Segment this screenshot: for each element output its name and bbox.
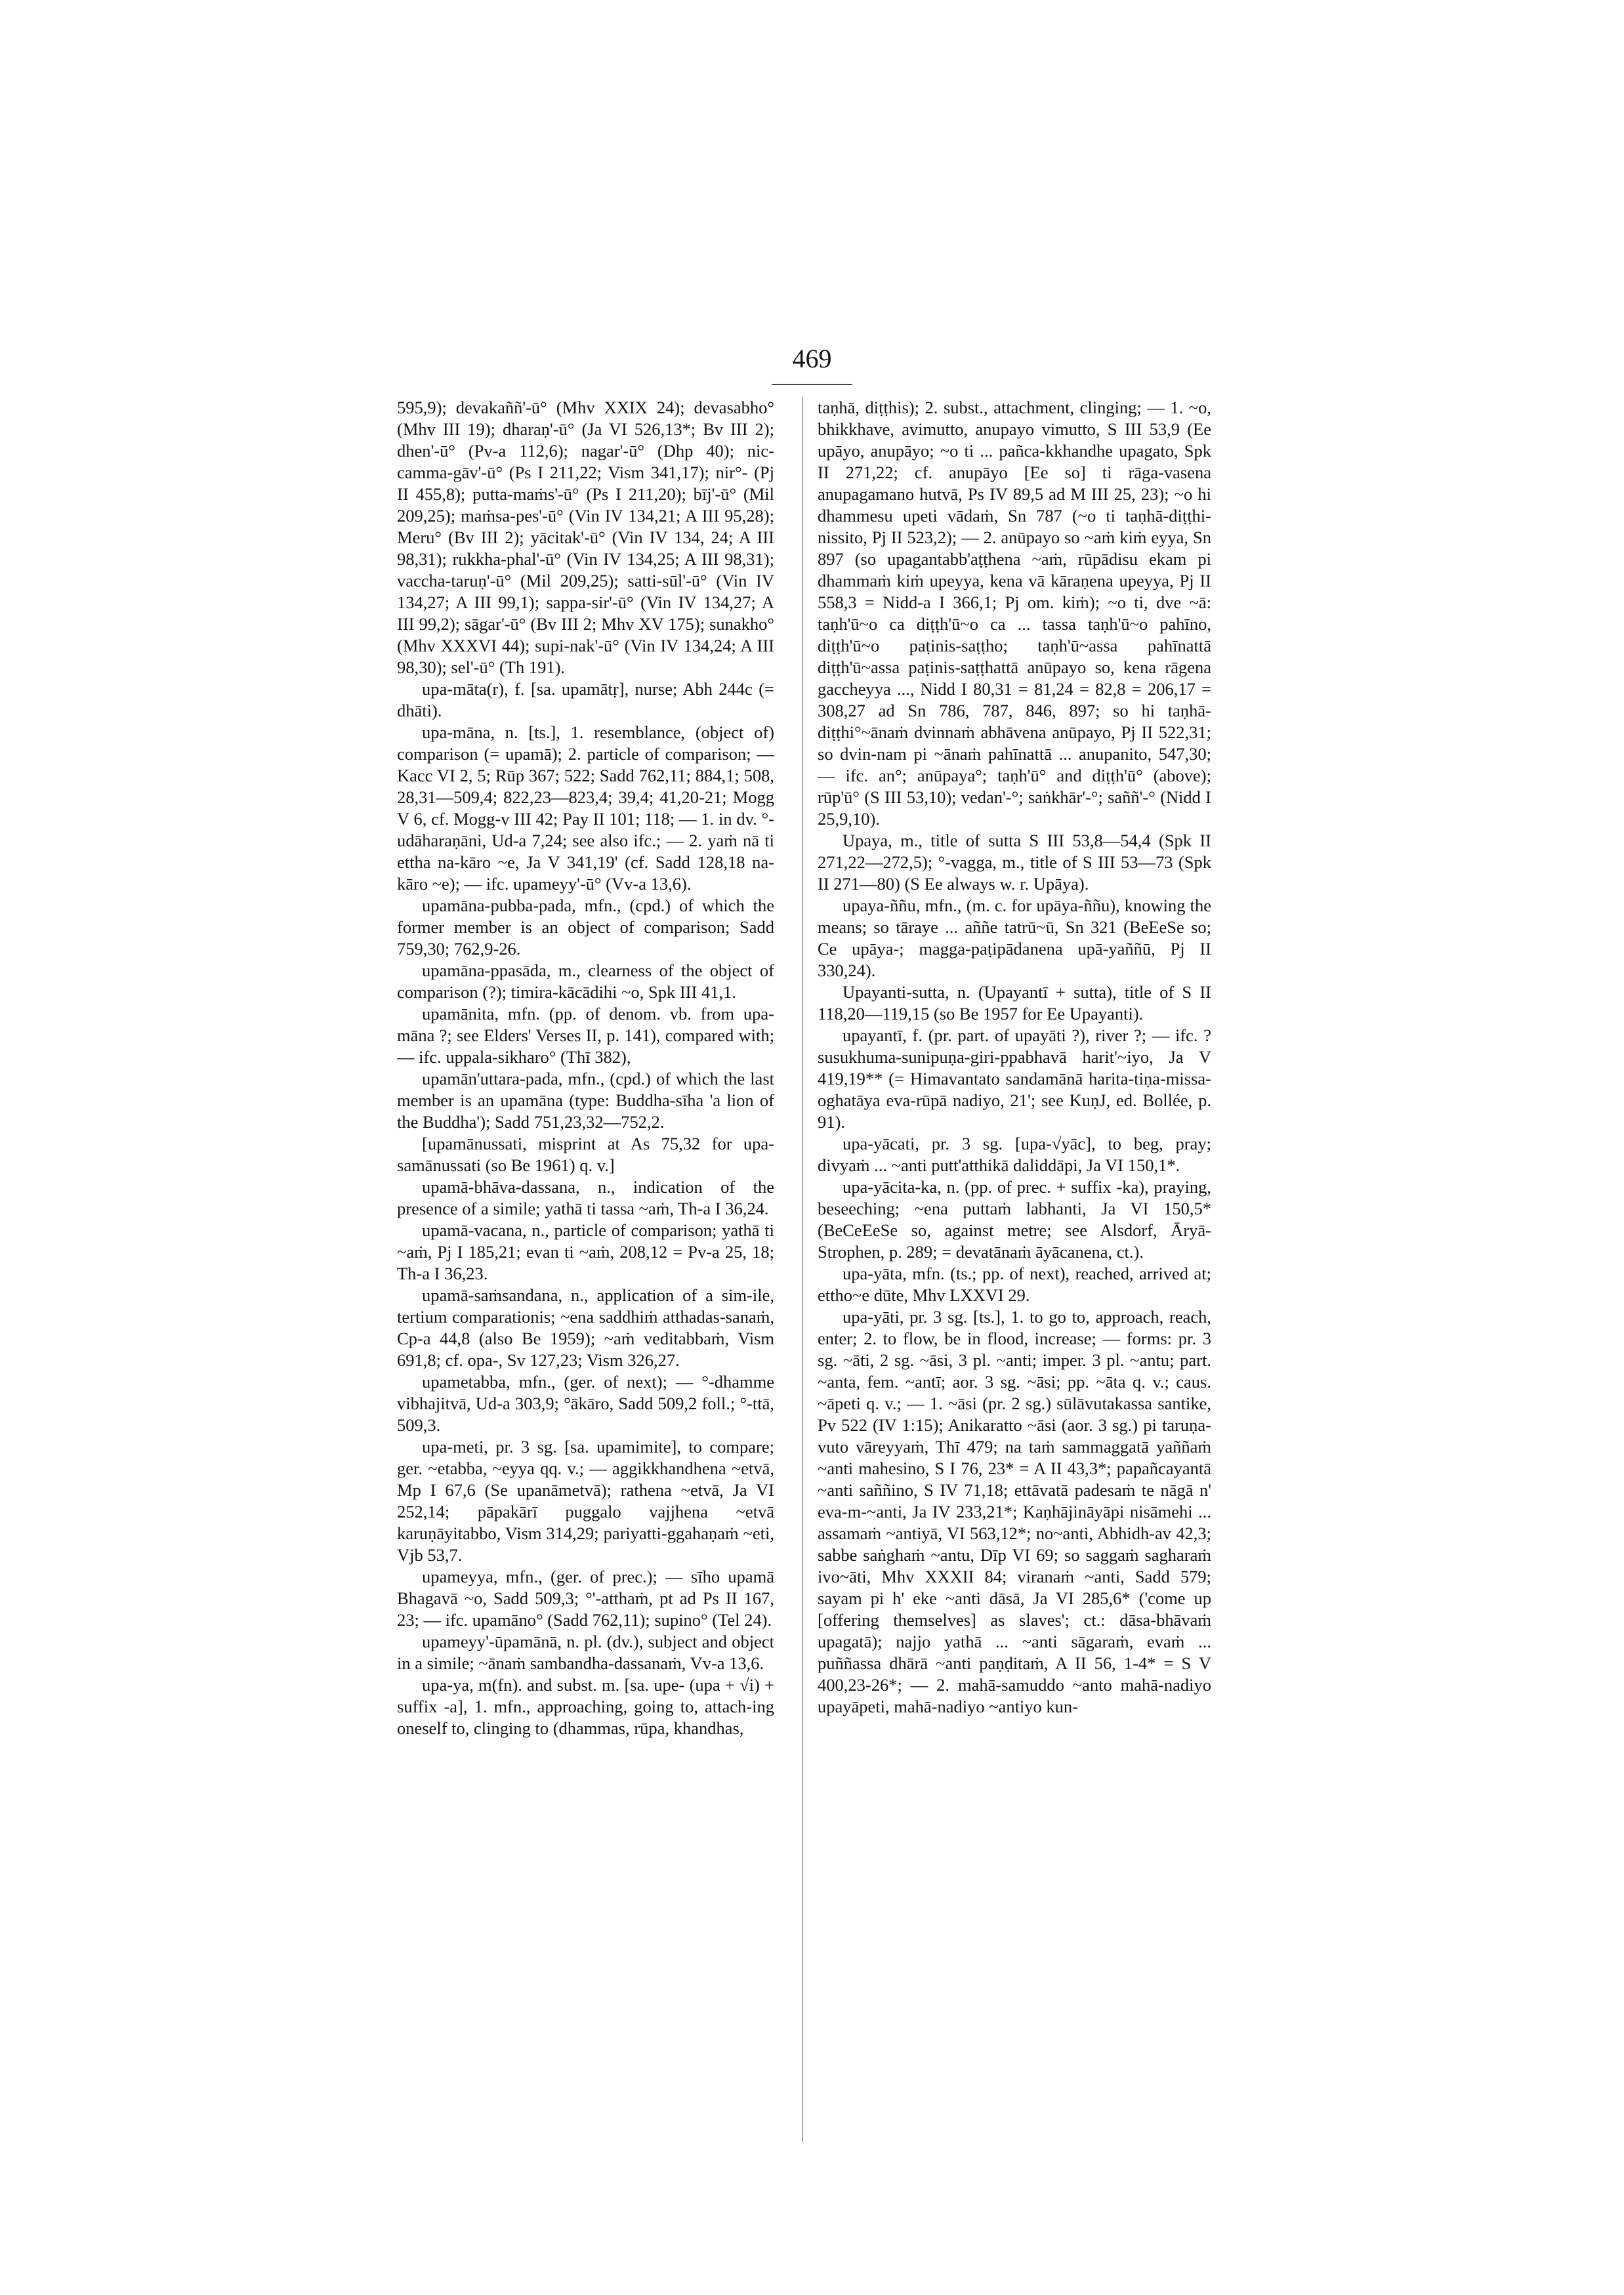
- entry-upamanuttara-pada: upamān'uttara-pada, mfn., (cpd.) of which the last member is an upamāna (type: Buddha-sīha 'a lion of the Buddha'); Sadd 751,23,32—752,2.: [397, 1069, 774, 1132]
- left-column: [397, 397, 774, 2142]
- entry-upameyya: upameyya, mfn., (ger. of prec.); — sīho upamā Bhagavā ~o, Sadd 509,3; °'-atthaṁ, pt ad Ps II 167, 23; — ifc. upamāno° (Sadd 762,11); supino° (Tel 24).: [397, 1567, 774, 1630]
- page-number: 469: [755, 339, 869, 381]
- entry-upama-bhava-dassana: upamā-bhāva-dassana, n., indication of the presence of a simile; yathā ti tassa ~aṁ, Th-a I 36,24.: [397, 1177, 774, 1218]
- entry-upa-mata: upa-māta(r), f. [sa. upamātṛ], nurse; Abh 244c (= dhāti).: [397, 679, 774, 720]
- entry-upa-yata: upa-yāta, mfn. (ts.; pp. of next), reached, arrived at; ettho~e dūte, Mhv LXXVI 29.: [818, 1264, 1211, 1305]
- entry-upameyy-upamana: upameyy'-ūpamānā, n. pl. (dv.), subject and object in a simile; ~ānaṁ sambandha-dassanaṁ, Vv-a 13,6.: [397, 1632, 774, 1673]
- entry-upamanussati: [upamānussati, misprint at As 75,32 for upa-samānussati (so Be 1961) q. v.]: [397, 1134, 774, 1175]
- entry-upa-meti: upa-meti, pr. 3 sg. [sa. upamimite], to compare; ger. ~etabba, ~eyya qq. v.; — aggikkhandhena ~etvā, Mp I 67,6 (Se upanāmetvā); rathena ~etvā, Ja VI 252,14; pāpakārī puggalo vajjhena ~etvā karuṇāyitabbo, Vism 314,29; pariyatti-ggahaṇaṁ ~eti, Vjb 53,7.: [397, 1437, 774, 1565]
- entry-upamana-pubba-pada: upamāna-pubba-pada, mfn., (cpd.) of which the former member is an object of comparison; Sadd 759,30; 762,9-26.: [397, 896, 774, 959]
- entry-upa-yacita-ka: upa-yācita-ka, n. (pp. of prec. + suffix -ka), praying, beseeching; ~ena puttaṁ labhanti, Ja VI 150,5* (BeCeEeSe so, against metre; see Alsdorf, Āryā-Strophen, p. 289; = devatānaṁ āyācanena, ct.).: [818, 1177, 1211, 1262]
- right-column: [802, 397, 1211, 2142]
- entry-upa-mana: upa-māna, n. [ts.], 1. resemblance, (object of) comparison (= upamā); 2. particle of comparison; — Kacc VI 2, 5; Rūp 367; 522; Sadd 762,11; 884,1; 508, 28,31—509,4; 822,23—823,4; 39,4; 41,20-21; Mogg V 6, cf. Mogg-v III 42; Pay II 101; 118; — 1. in dv. °-udāharaṇāni, Ud-a 7,24; see also ifc.; — 2. yaṁ nā ti ettha na-kāro ~e, Ja V 341,19' (cf. Sadd 128,18 na-kāro ~e); — ifc. upameyy'-ū° (Vv-a 13,6).: [397, 722, 774, 894]
- entry-upametabba: upametabba, mfn., (ger. of next); — °-dhamme vibhajitvā, Ud-a 303,9; °ākāro, Sadd 509,2 foll.; °-ttā, 509,3.: [397, 1372, 774, 1435]
- entry-upamana-ppasada: upamāna-ppasāda, m., clearness of the object of comparison (?); timira-kācādihi ~o, Spk III 41,1.: [397, 961, 774, 1002]
- entry-upa-ya-continuation: taṇhā, diṭṭhis); 2. subst., attachment, clinging; — 1. ~o, bhikkhave, avimutto, anupayo vimutto, S III 53,9 (Ee upāyo, anupāyo; ~o ti ... pañca-kkhandhe upagato, Spk II 271,22; cf. anupāyo [Ee so] ti rāga-vasena anupagamano hutvā, Ps IV 89,5 ad M III 25, 23); ~o hi dhammesu upeti vādaṁ, Sn 787 (~o ti taṇhā-diṭṭhi-nissito, Pj II 523,2); — 2. anūpayo so ~aṁ kiṁ eyya, Sn 897 (so upagantabb'aṭṭhena ~aṁ, rūpādisu ekam pi dhammaṁ kiṁ upeyya, kena vā kāraṇena upeyya, Pj II 558,3 = Nidd-a I 366,1; Pj om. kiṁ); ~o ti, dve ~ā: taṇh'ū~o ca diṭṭh'ū~o ca ... tassa taṇh'ū~o pahīno, diṭṭh'ū~o paṭinis-saṭṭho; taṇh'ū~assa pahīnattā diṭṭh'ū~assa paṭinis-saṭṭhattā anūpayo so, kena rāgena gaccheyya ..., Nidd I 80,31 = 81,24 = 82,8 = 206,17 = 308,27 ad Sn 786, 787, 846, 897; so hi taṇhā-diṭṭhi°~ānaṁ dvinnaṁ abhāvena anūpayo, Pj II 522,31; so dvin-nam pi ~ānaṁ pahīnattā ... anupanito, 547,30; — ifc. an°; anūpaya°; taṇh'ū° and diṭṭh'ū° (above); rūp'ū° (S III 53,10); vedan'-°; saṅkhār'-°; saññ'-° (Nidd I 25,9,10).: [818, 398, 1211, 829]
- entry-upa-yacati: upa-yācati, pr. 3 sg. [upa-√yāc], to beg, pray; divyaṁ ... ~anti putt'atthikā daliddāpi, Ja VI 150,1*.: [818, 1134, 1211, 1175]
- entry-upamanita: upamānita, mfn. (pp. of denom. vb. from upa-māna ?; see Elders' Verses II, p. 141), compared with; — ifc. uppala-sikharo° (Thī 382),: [397, 1004, 774, 1067]
- entry-upa-ya: upa-ya, m(fn). and subst. m. [sa. upe- (upa + √i) + suffix -a], 1. mfn., approaching, going to, attach-ing oneself to, clinging to (dhammas, rūpa, khandhas,: [397, 1675, 774, 1738]
- entry-upayanti-sutta: Upayanti-sutta, n. (Upayantī + sutta), title of S II 118,20—119,15 (so Be 1957 for Ee Upayanti).: [818, 982, 1211, 1023]
- entry-upama-samsandana: upamā-saṁsandana, n., application of a sim-ile, tertium comparationis; ~ena saddhiṁ atthadas-sanaṁ, Cp-a 44,8 (also Be 1959); ~aṁ veditabbaṁ, Vism 691,8; cf. opa-, Sv 127,23; Vism 326,27.: [397, 1285, 774, 1370]
- entry-upama-vacana: upamā-vacana, n., particle of comparison; yathā ti ~aṁ, Pj I 185,21; evan ti ~aṁ, 208,12 = Pv-a 25, 18; Th-a I 36,23.: [397, 1220, 774, 1283]
- entry-upaya-nnu: upaya-ññu, mfn., (m. c. for upāya-ññu), knowing the means; so tāraye ... aññe tatrū~ū, Sn 321 (BeEeSe so; Ce upāya-; magga-paṭipādanena upā-yaññū, Pj II 330,24).: [818, 896, 1211, 980]
- entry-upayanti: upayantī, f. (pr. part. of upayāti ?), river ?; — ifc. ? susukhuma-sunipuṇa-giri-ppabhavā harit'~iyo, Ja V 419,19** (= Himavantato sandamānā harita-tiṇa-missa-oghatāya eva-rūpā nadiyo, 21'; see KuṇJ, ed. Bollée, p. 91).: [818, 1025, 1211, 1132]
- entry-upaya-title: Upaya, m., title of sutta S III 53,8—54,4 (Spk II 271,22—272,5); °-vagga, m., title of S III 53—73 (Spk II 271—80) (S Ee always w. r. Upāya).: [818, 831, 1211, 894]
- entry-upa-yati: upa-yāti, pr. 3 sg. [ts.], 1. to go to, approach, reach, enter; 2. to flow, be in flood, increase; — forms: pr. 3 sg. ~āti, 2 sg. ~āsi, 3 pl. ~anti; imper. 3 pl. ~antu; part. ~anta, fem. ~antī; aor. 3 sg. ~āsi; pp. ~āta q. v.; caus. ~āpeti q. v.; — 1. ~āsi (pr. 2 sg.) sūlāvutakassa santike, Pv 522 (IV 1:15); Anikaratto ~āsi (aor. 3 sg.) pi taruṇa-vuto vāreyyaṁ, Thī 479; na taṁ sammaggatā yaññaṁ ~anti mahesino, S I 76, 23* = A II 43,3*; papañcayantā ~anti saññino, S IV 71,18; ettāvatā padesaṁ te nāgā n' eva-m-~anti, Ja IV 233,21*; Kaṇhājināyāpi nisāmehi ... assamaṁ ~antiyā, VI 563,12*; no~anti, Abhidh-av 42,3; sabbe saṅghaṁ ~antu, Dīp VI 69; so saggaṁ sagharaṁ ivo~āti, Mhv XXXII 84; viranaṁ ~anti, Sadd 579; sayam pi h' eke ~anti dāsā, Ja VI 285,6* ('come up [offering themselves] as slaves'; ct.: dāsa-bhāvaṁ upagatā); najjo yathā ... ~anti sāgaraṁ, evaṁ ... puññassa dhārā ~anti paṇḍitaṁ, A II 56, 1-4* = S V 400,23-26*; — 2. mahā-samuddo ~anto mahā-nadiyo upayāpeti, mahā-nadiyo ~antiyo kun-: [818, 1307, 1211, 1716]
- entry-continuation: 595,9); devakaññ'-ū° (Mhv XXIX 24); devasabho° (Mhv III 19); dharaṇ'-ū° (Ja VI 526,13*; Bv III 2); dhen'-ū° (Pv-a 112,6); nagar'-ū° (Dhp 40); nic-camma-gāv'-ū° (Ps I 211,22; Vism 341,17); nir°- (Pj II 455,8); putta-maṁs'-ū° (Ps I 211,20); bīj'-ū° (Mil 209,25); maṁsa-pes'-ū° (Vin IV 134,21; A III 95,28); Meru° (Bv III 2); yācitak'-ū° (Vin IV 134, 24; A III 98,31); rukkha-phal'-ū° (Vin IV 134,25; A III 98,31); vaccha-taruṇ'-ū° (Mil 209,25); satti-sūl'-ū° (Vin IV 134,27; A III 99,1); sappa-sir'-ū° (Vin IV 134,27; A III 99,2); sāgar'-ū° (Bv III 2; Mhv XV 175); sunakho° (Mhv XXXVI 44); supi-nak'-ū° (Vin IV 134,24; A III 98,30); sel'-ū° (Th 191).: [397, 398, 774, 677]
